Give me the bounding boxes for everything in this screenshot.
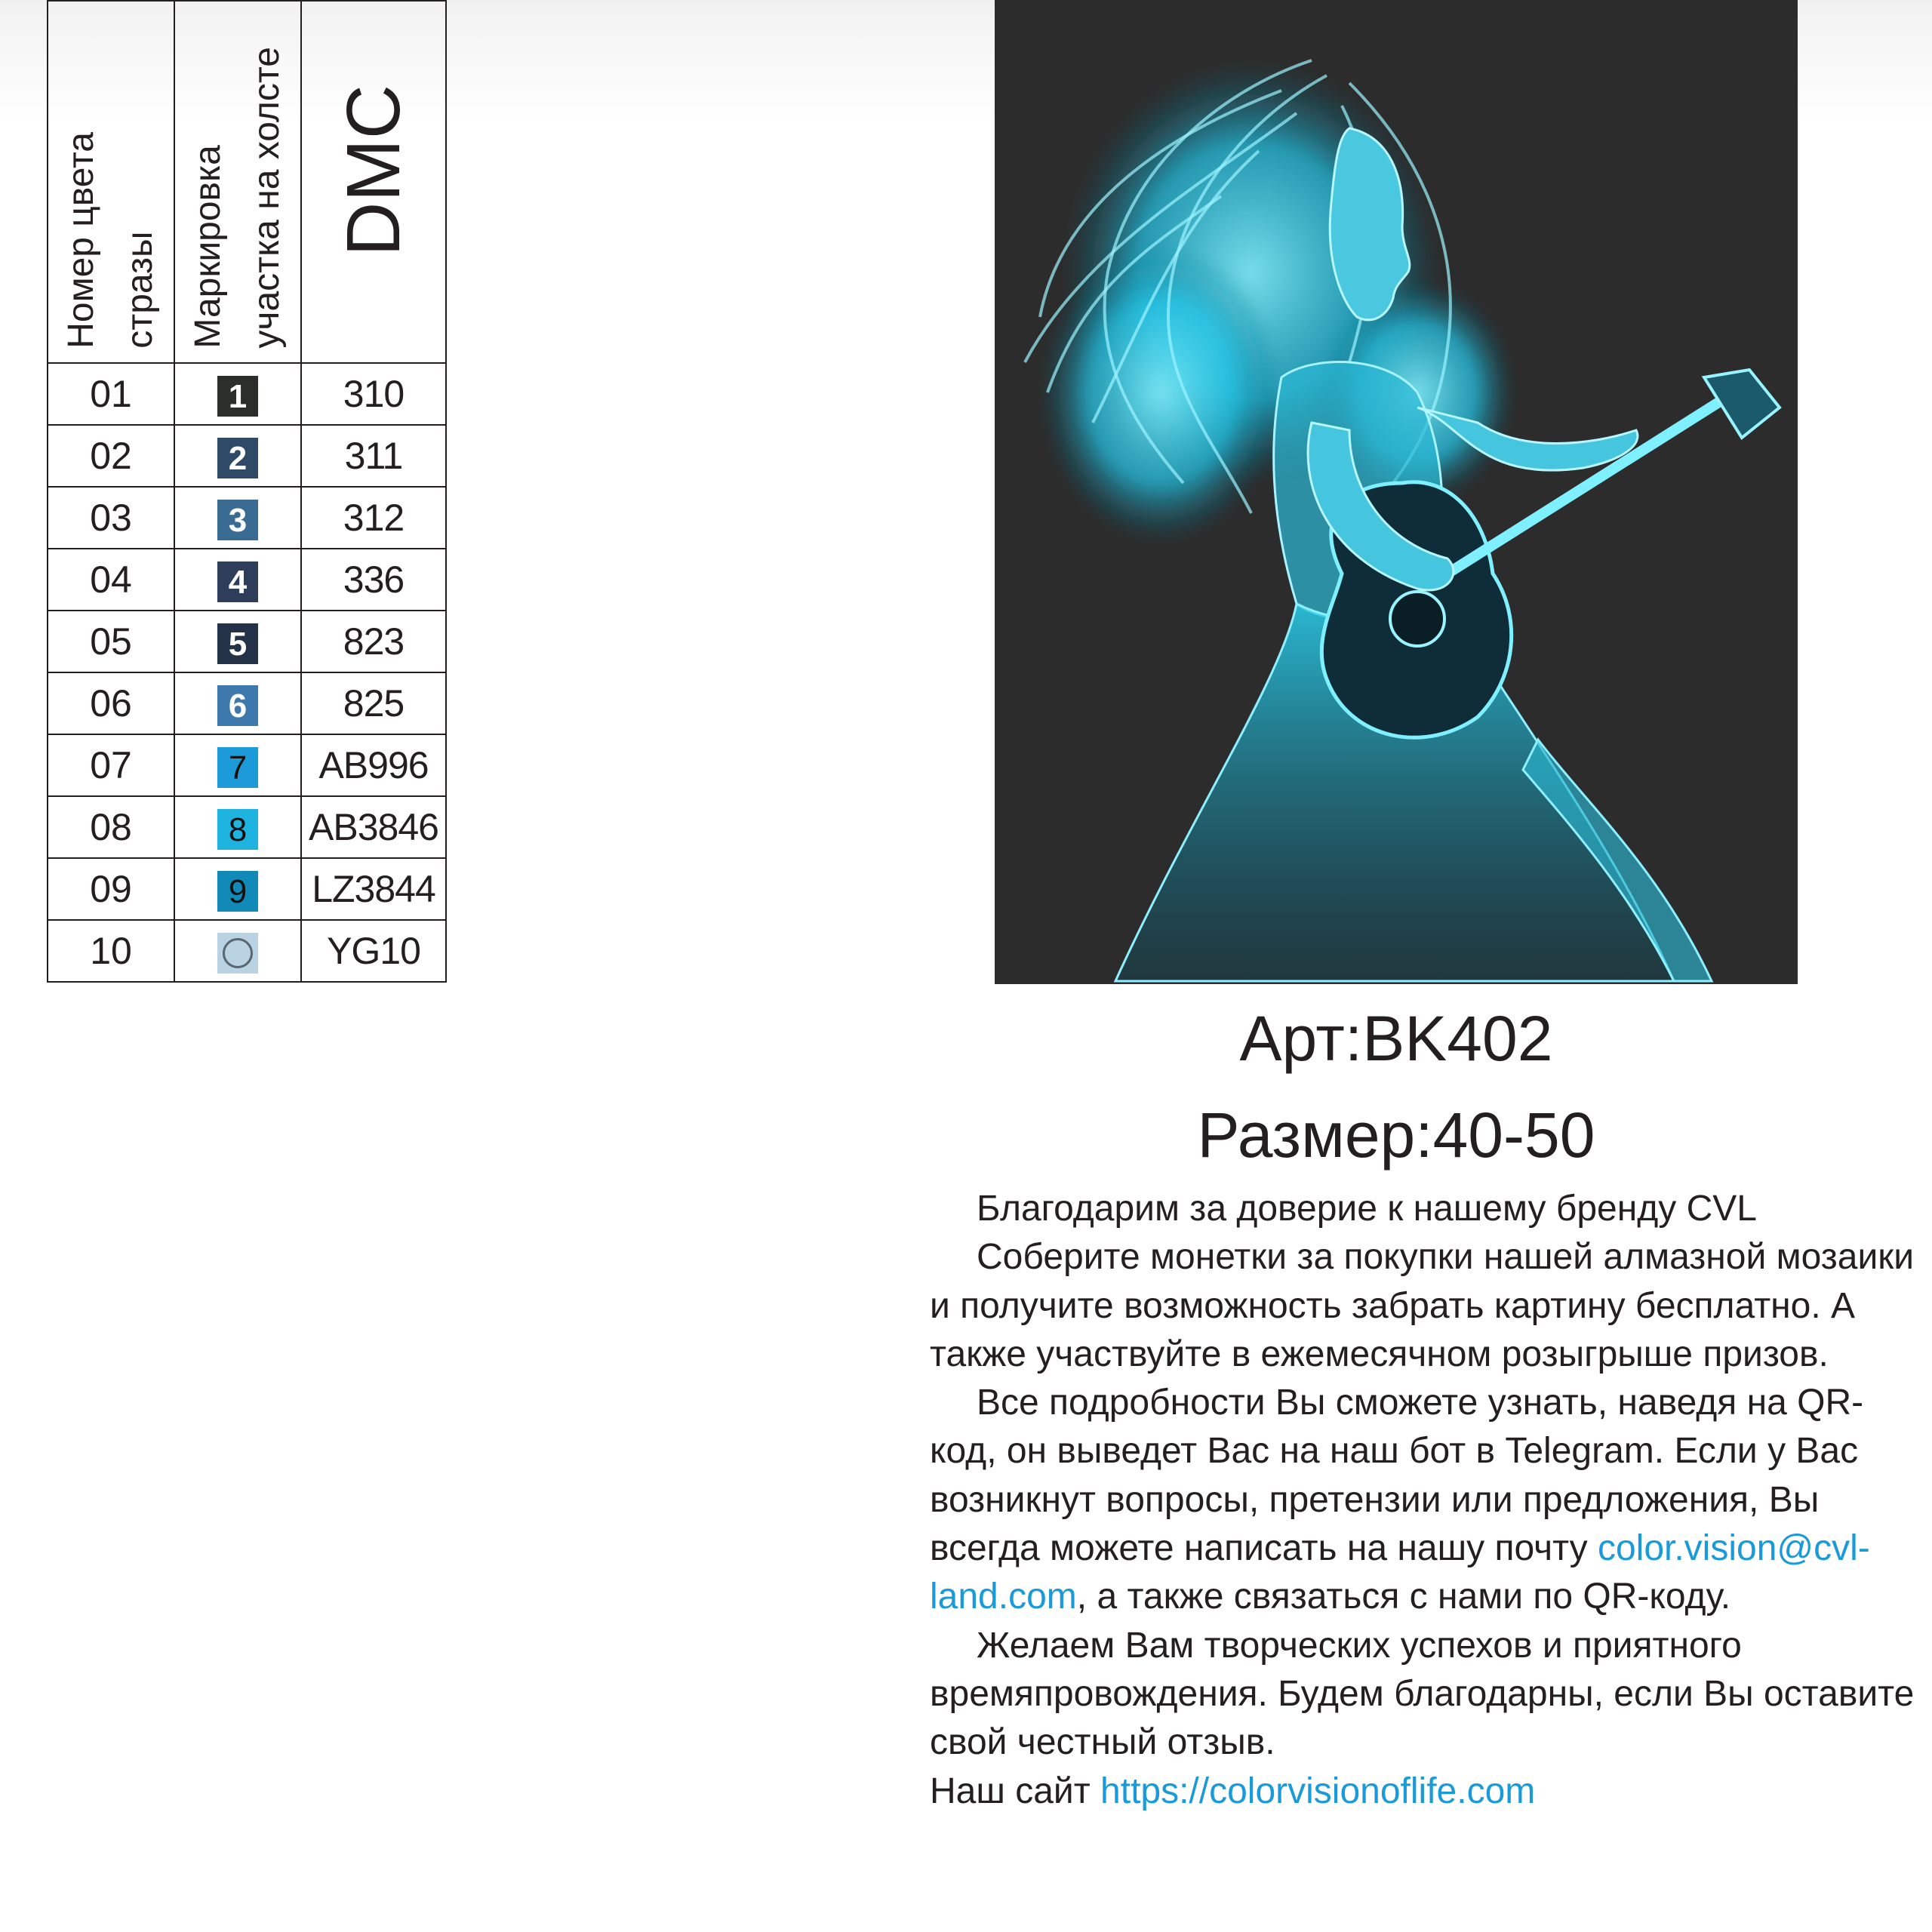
marking-swatch: 6 [217,685,258,726]
thank-you-text [930,1185,1918,1816]
marking-swatch: 4 [217,561,258,602]
marking-swatch: 2 [217,438,258,478]
marking-swatch: 8 [217,809,258,850]
legend-dmc-code: 312 [301,487,446,549]
legend-dmc-code: 310 [301,363,446,425]
header-color-number-line2: стразы [120,231,160,349]
email-link[interactable]: color.vision@cvl-land.com [930,1528,1870,1617]
legend-dmc-code: YG10 [301,920,446,982]
legend-color-number: 01 [48,363,174,425]
product-size: Размер:40-50 [1197,1100,1595,1171]
header-dmc [301,1,446,363]
header-canvas-marking-line2: участка на холсте [247,47,287,349]
legend-color-number: 09 [48,858,174,920]
legend-row [48,363,446,425]
paragraph-wishes: Желаем Вам творческих успехов и приятного времяпровождения. Будем благодарны, если Вы оставите свой честный отзыв. [930,1625,1915,1763]
circle-icon [223,938,253,968]
legend-row [48,487,446,549]
legend-dmc-code: LZ3844 [301,858,446,920]
legend-marking [174,425,301,487]
header-canvas-marking-line1: Маркировка [188,145,228,349]
header-color-number-line1: Номер цвета [61,132,101,349]
legend-marking [174,487,301,549]
legend-dmc-code: 311 [301,425,446,487]
legend-header-row [48,1,446,363]
legend-color-number: 06 [48,672,174,734]
legend-row [48,425,446,487]
legend-color-number: 05 [48,611,174,672]
legend-marking [174,796,301,858]
legend-dmc-code: AB996 [301,734,446,796]
marking-swatch: 5 [217,623,258,664]
header-canvas-marking [174,1,301,363]
legend-row [48,920,446,982]
legend-row [48,549,446,611]
marking-swatch: 9 [217,871,258,912]
legend-marking [174,549,301,611]
legend-row [48,858,446,920]
product-artwork [995,0,1798,984]
legend-marking [174,363,301,425]
marking-swatch: 7 [217,747,258,788]
paragraph-coins: Соберите монетки за покупки нашей алмазной мозаики и получите возможность забрать картину бесплатно. А также участвуйте в ежемесячном розыгрыше призов. [930,1237,1915,1374]
legend-dmc-code: 336 [301,549,446,611]
legend-marking [174,611,301,672]
glowing-guitarist-illustration [995,0,1798,984]
site-link[interactable]: https://colorvisionoflife.com [1100,1770,1536,1811]
contacts-text-end: , а также связаться с нами по QR-коду. [1076,1577,1731,1617]
legend-color-number: 03 [48,487,174,549]
legend-marking [174,858,301,920]
legend-row [48,672,446,734]
paragraph-contacts [930,1379,1918,1621]
contacts-text-start: Все подробности Вы сможете узнать, наведя на QR-код, он выведет Вас на наш бот в Telegram. Если у Вас возникнут вопросы, претензии или предложения, Вы всегда можете написать на нашу почту [930,1383,1864,1569]
header-color-number [48,1,174,363]
legend-color-number: 04 [48,549,174,611]
article-number: Арт:BK402 [1239,1003,1553,1074]
legend-dmc-code: AB3846 [301,796,446,858]
color-legend-table [47,0,447,983]
legend-marking [174,920,301,982]
paragraph-site [930,1767,1918,1816]
paragraph-thanks: Благодарим за доверие к нашему бренду CVL [977,1189,1757,1229]
marking-swatch: 3 [217,500,258,540]
legend-dmc-code: 823 [301,611,446,672]
site-label: Наш сайт [930,1770,1101,1811]
legend-marking [174,672,301,734]
legend-color-number: 07 [48,734,174,796]
legend-dmc-code: 825 [301,672,446,734]
legend-marking [174,734,301,796]
legend-row [48,734,446,796]
legend-body [48,363,446,982]
legend-row [48,796,446,858]
legend-color-number: 08 [48,796,174,858]
legend-color-number: 10 [48,920,174,982]
legend-color-number: 02 [48,425,174,487]
marking-circle-swatch [217,933,258,974]
header-dmc-label: DMC [331,85,416,257]
legend-row [48,611,446,672]
marking-swatch: 1 [217,376,258,417]
